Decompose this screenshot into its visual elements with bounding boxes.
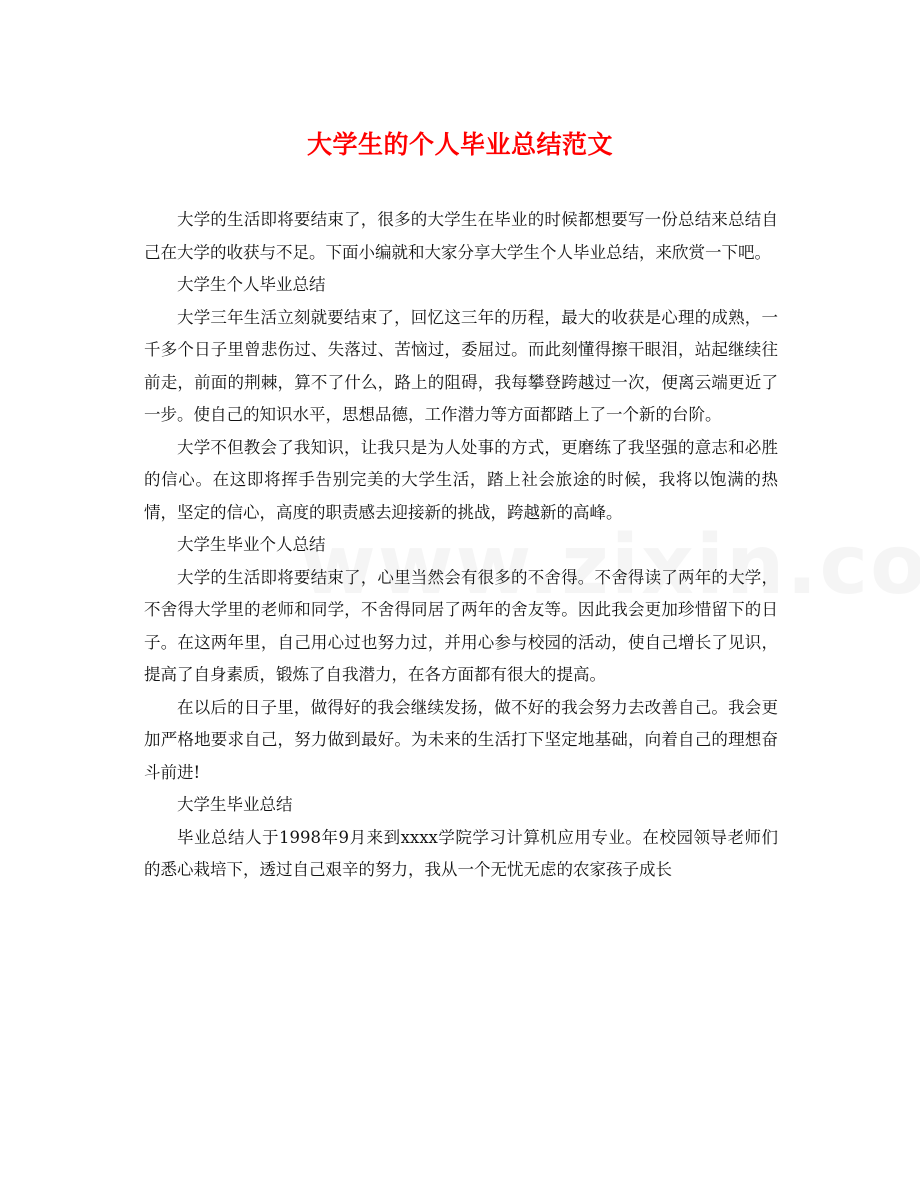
paragraph-5: 毕业总结人于1998年9月来到xxxx学院学习计算机应用专业。在校园领导老师们的悉心栽培下，透过自己艰辛的努力，我从一个无忧无虑的农家孩子成长 (144, 827, 778, 879)
paragraph-2: 大学不但教会了我知识，让我只是为人处事的方式，更磨练了我坚强的意志和必胜的信心。在这即将挥手告别完美的大学生活，踏上社会旅途的时候，我将以饱满的热情，坚定的信心，高度的职责感去迎接新的挑战，跨越新的高峰。 (144, 437, 778, 522)
paragraph-3: 大学的生活即将要结束了，心里当然会有很多的不舍得。不舍得读了两年的大学，不舍得大学里的老师和同学，不舍得同居了两年的舍友等。因此我会更加珍惜留下的日子。在这两年里，自己用心过也努力过，并用心参与校园的活动，使自己增长了见识，提高了自身素质，锻炼了自我潜力，在各方面都有很大的提高。 (144, 567, 778, 684)
page-title: 大学生的个人毕业总结范文 (306, 130, 613, 159)
section-heading-1: 大学生个人毕业总结 (177, 275, 326, 294)
paragraph-1: 大学三年生活立刻就要结束了，回忆这三年的历程，最大的收获是心理的成熟，一千多个日子里曾悲伤过、失落过、苦恼过，委屈过。而此刻懂得擦干眼泪，站起继续往前走，前面的荆棘，算不了什么，路上的阻碍，我每攀登跨越过一次，便离云端更近了一步。使自己的知识水平，思想品德，工作潜力等方面都踏上了一个新的台阶。 (144, 307, 778, 424)
document-body (144, 204, 778, 887)
paragraph-intro: 大学的生活即将要结束了，很多的大学生在毕业的时候都想要写一份总结来总结自己在大学的收获与不足。下面小编就和大家分享大学生个人毕业总结，来欣赏一下吧。 (144, 210, 778, 262)
section-heading-3: 大学生毕业总结 (177, 795, 293, 814)
section-heading-2: 大学生毕业个人总结 (177, 535, 326, 554)
paragraph-4: 在以后的日子里，做得好的我会继续发扬，做不好的我会努力去改善自己。我会更加严格地要求自己，努力做到最好。为未来的生活打下坚定地基础，向着自己的理想奋斗前进! (144, 697, 778, 782)
